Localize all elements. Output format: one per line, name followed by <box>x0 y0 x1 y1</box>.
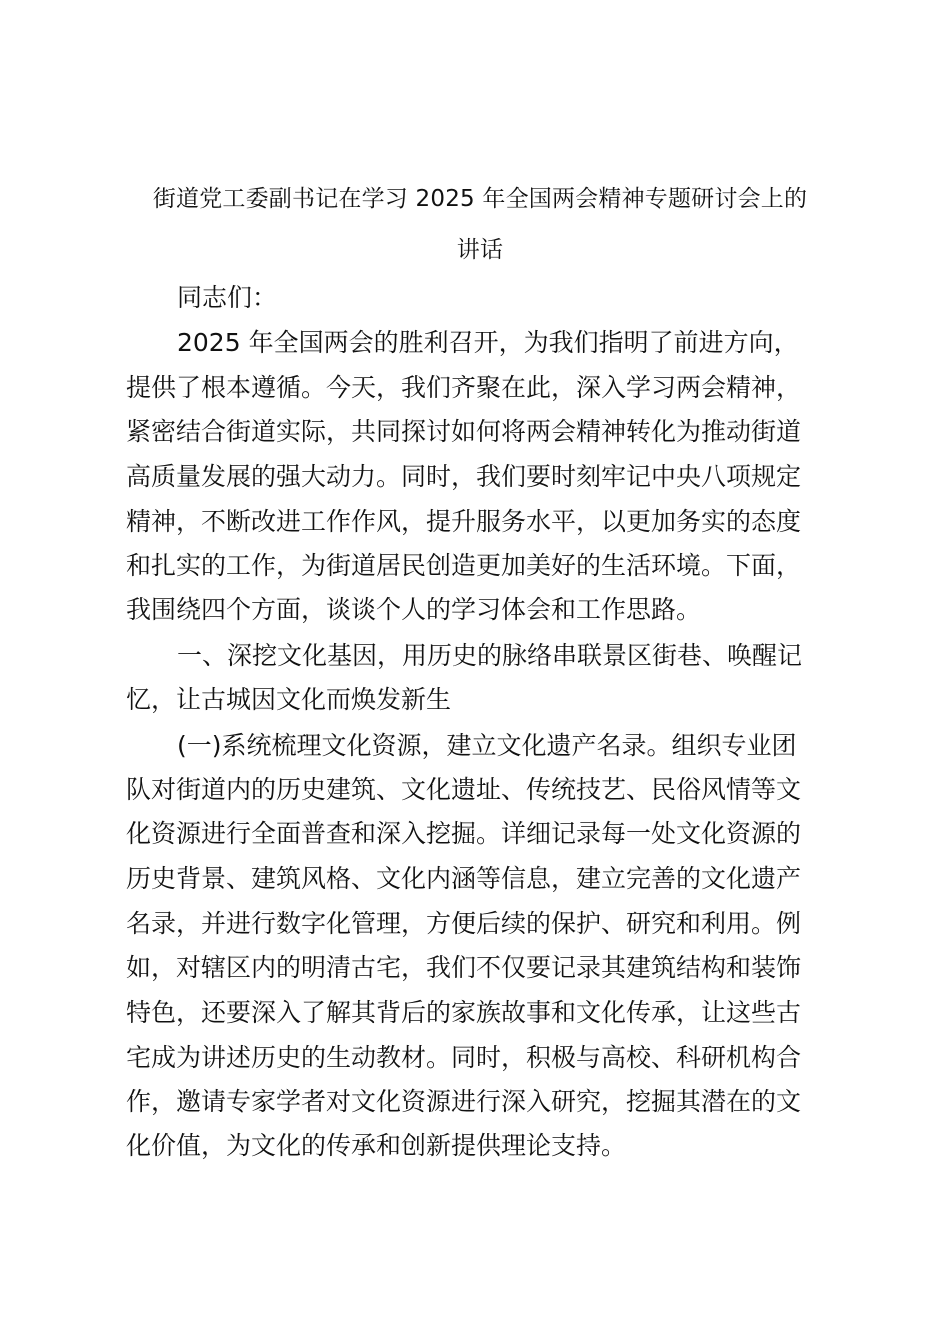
body-line: 如，对辖区内的明清古宅，我们不仅要记录其建筑结构和装饰 <box>126 953 802 982</box>
body-line: 化价值，为文化的传承和创新提供理论支持。 <box>126 1131 627 1160</box>
document-title-line-1: 街道党工委副书记在学习 2025 年全国两会精神专题研讨会上的 <box>152 186 808 212</box>
body-line: 名录，并进行数字化管理，方便后续的保护、研究和利用。例 <box>126 909 802 938</box>
body-line: 和扎实的工作，为街道居民创造更加美好的生活环境。下面， <box>126 551 802 580</box>
body-line: 高质量发展的强大动力。同时，我们要时刻牢记中央八项规定 <box>126 462 802 491</box>
body-line: 历史背景、建筑风格、文化内涵等信息，建立完善的文化遗产 <box>126 864 802 893</box>
salutation: 同志们： <box>177 283 278 312</box>
body-line: 作，邀请专家学者对文化资源进行深入研究，挖掘其潜在的文 <box>126 1087 802 1116</box>
body-line: 化资源进行全面普查和深入挖掘。详细记录每一处文化资源的 <box>126 819 802 848</box>
body-line: 特色，还要深入了解其背后的家族故事和文化传承，让这些古 <box>126 998 802 1027</box>
document-title-line-2: 讲话 <box>456 237 504 263</box>
section-heading-line: 一、深挖文化基因，用历史的脉络串联景区街巷、唤醒记 <box>177 641 803 670</box>
section-heading-line: 忆，让古城因文化而焕发新生 <box>126 685 452 714</box>
body-line: 我围绕四个方面，谈谈个人的学习体会和工作思路。 <box>126 595 702 624</box>
body-line: 提供了根本遵循。今天，我们齐聚在此，深入学习两会精神， <box>126 373 802 402</box>
body-line: 2025 年全国两会的胜利召开，为我们指明了前进方向， <box>177 328 799 357</box>
subsection-line: (一)系统梳理文化资源，建立文化遗产名录。组织专业团 <box>177 731 797 760</box>
body-line: 精神，不断改进工作作风，提升服务水平，以更加务实的态度 <box>126 507 802 536</box>
body-line: 紧密结合街道实际，共同探讨如何将两会精神转化为推动街道 <box>126 417 802 446</box>
body-line: 队对街道内的历史建筑、文化遗址、传统技艺、民俗风情等文 <box>126 775 802 804</box>
body-line: 宅成为讲述历史的生动教材。同时，积极与高校、科研机构合 <box>126 1043 802 1072</box>
